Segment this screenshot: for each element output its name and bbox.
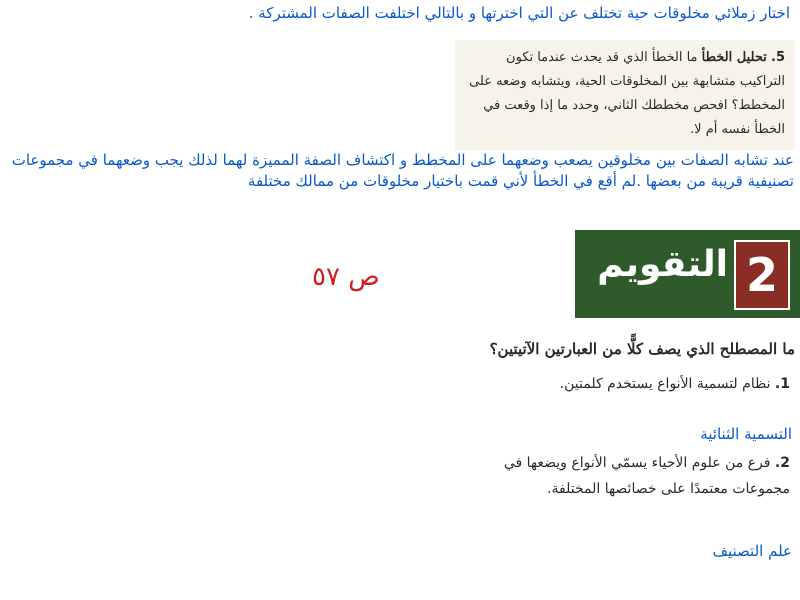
page-reference: ص ٥٧ xyxy=(312,262,380,292)
question-5-scan xyxy=(455,40,795,150)
question-1 xyxy=(460,376,790,392)
answer-5: عند تشابه الصفات بين مخلوقين يصعب وضعهما على المخطط و اكتشاف الصفة المميزة لهما لذلك يجب وضعهما في مجموعات تصنيفية قريبة من بعضها .لم أقع في الخطأ لأني قمت باختيار مخلوقات من ممالك مختلفة xyxy=(11,151,794,190)
question-2 xyxy=(450,450,790,502)
question-2-number: 2. xyxy=(774,455,790,471)
question-1-number: 1. xyxy=(774,376,790,392)
answer-1: التسمية الثنائية xyxy=(700,425,792,443)
question-5-number: 5. xyxy=(771,50,785,65)
assessment-banner xyxy=(575,230,800,318)
question-5-text: ما الخطأ الذي قد يحدث عندما تكون التراكيب متشابهة بين المخلوقات الحية، ويتشابه وضعه على المخطط؟ افحص مخططك الثاني، وحدد ما إذا وقعت في الخطأ نفسه أم لا. xyxy=(469,50,785,137)
question-1-text: نظام لتسمية الأنواع يستخدم كلمتين. xyxy=(559,376,771,392)
question-2-text: فرع من علوم الأحياء يسمّي الأنواع ويضعها في مجموعات معتمدًا على خصائصها المختلفة. xyxy=(503,455,790,497)
banner-number: 2 xyxy=(734,240,790,310)
answer-line-top: اختار زملائي مخلوقات حية تختلف عن التي اخترتها و بالتالي اختلفت الصفات المشتركة . xyxy=(248,4,790,22)
question-5-keyword: تحليل الخطأ xyxy=(701,50,767,65)
question-heading: ما المصطلح الذي يصف كلًّا من العبارتين الآتيتين؟ xyxy=(460,340,795,358)
answer-2: علم التصنيف xyxy=(712,542,792,560)
banner-title: التقويم xyxy=(597,244,728,285)
